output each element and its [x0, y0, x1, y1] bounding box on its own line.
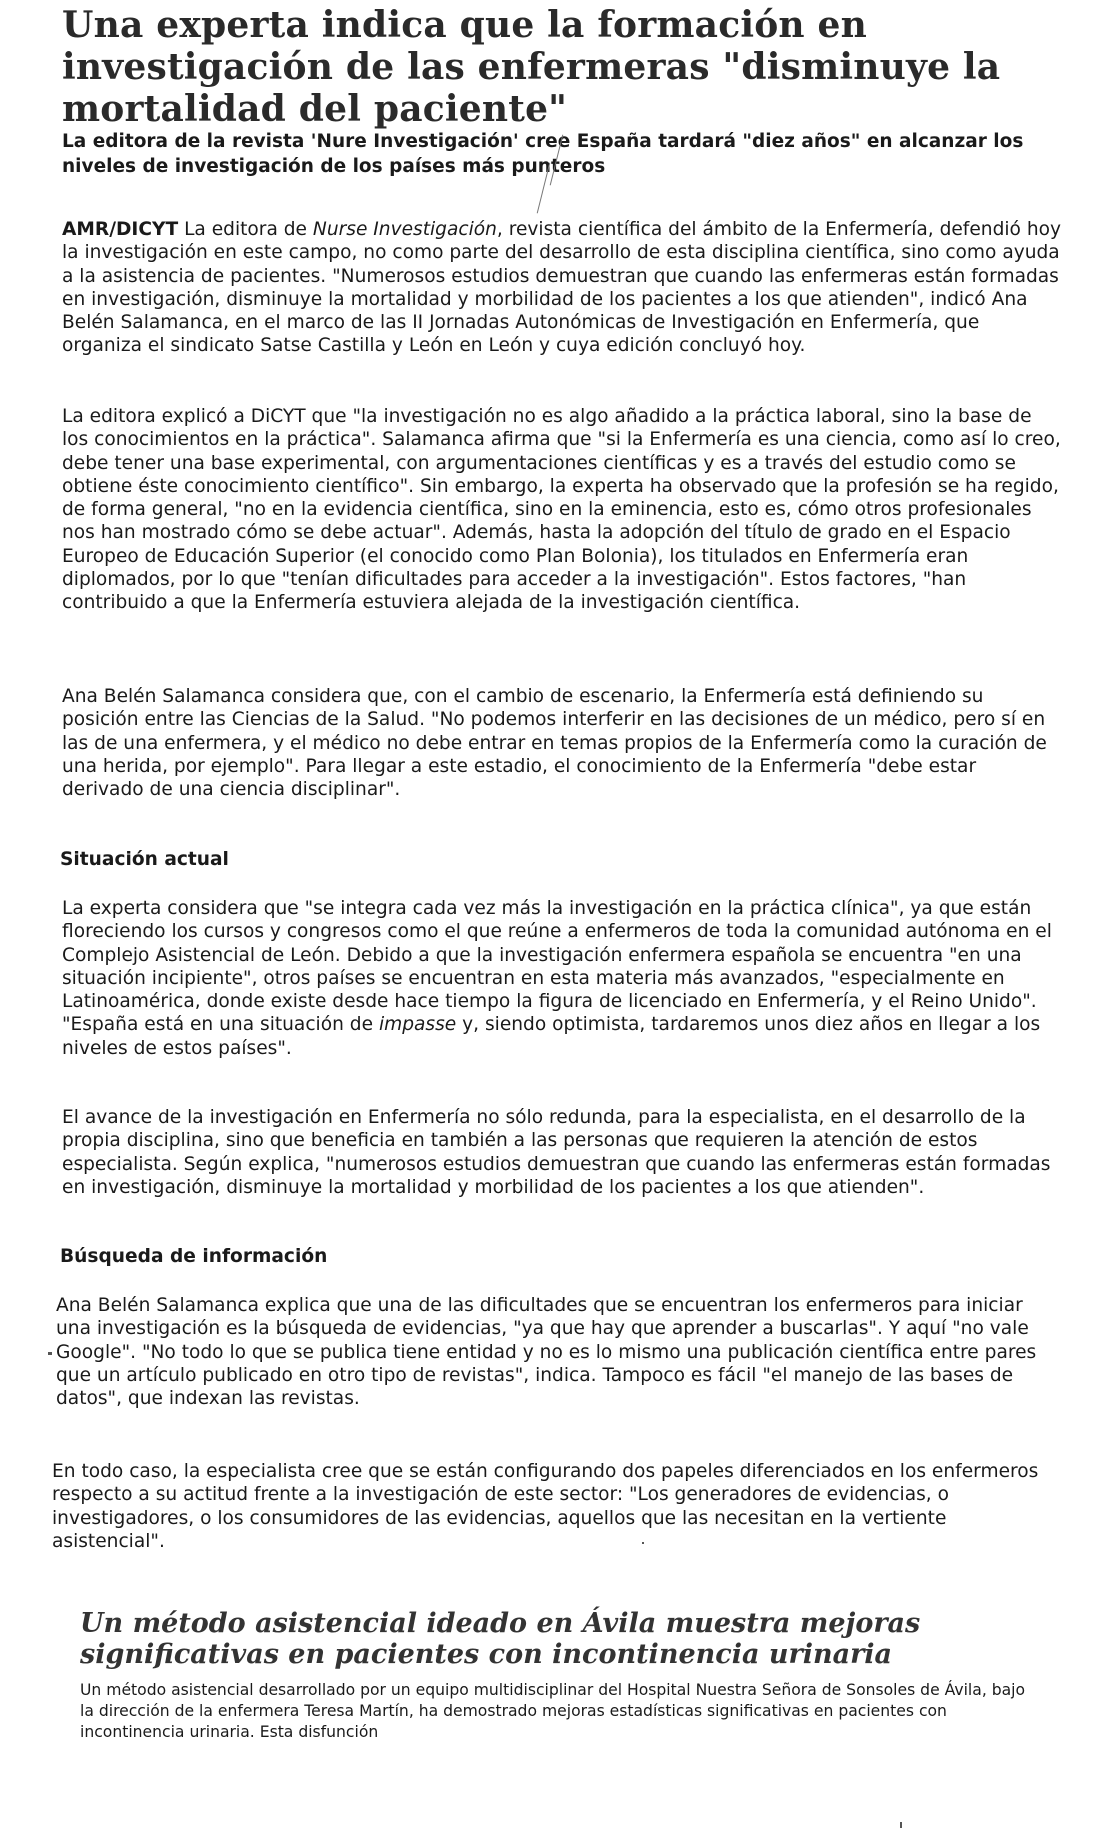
journal-name: Nurse Investigación [312, 219, 497, 240]
scan-mark-dot-2 [642, 1542, 644, 1544]
paragraph-4-text-b: y, siendo optimista, tardaremos unos diez años en llegar a los niveles de estos países". [62, 1014, 1041, 1059]
paragraph-6: Ana Belén Salamanca explica que una de las dificultades que se encuentran los enfermeros para iniciar una investigación es la búsqueda de evidencias, "ya que hay que aprender a buscarlas". Y aquí "no vale Google". "No todo lo que se publica tiene entidad y no es lo mismo una publicación científica entre pares que un artículo publicado en otro tipo de revistas", indica. Tampoco es fácil "el manejo de las bases de datos", que indexan las revistas. [56, 1295, 1037, 1410]
article-subtitle: La editora de la revista 'Nure Investigación' cree España tardará "diez años" en alcanzar los niveles de investigación de los países más punteros [62, 131, 1024, 177]
section-heading-busqueda: Búsqueda de información [60, 1246, 328, 1267]
article-title: Una experta indica que la formación en investigación de las enfermeras "disminuye la mortalidad del paciente" [62, 4, 1001, 130]
paragraph-5: El avance de la investigación en Enfermería no sólo redunda, para la especialista, en el desarrollo de la propia disciplina, sino que beneficia en también a las personas que requieren la atención de estos especialista. Según explica, "numerosos estudios demuestran que cuando las enfermeras están formadas en investigación, disminuye la mortalidad y morbilidad de los pacientes a los que atienden". [62, 1107, 1051, 1198]
paragraph-4-text-a: La experta considera que "se integra cada vez más la investigación en la práctica clínica", ya que están floreciendo los cursos y congresos como el que reúne a enfermeros de toda la comunidad autónoma en el Complejo Asistencial de León. Debido a que la investigación enfermera española se encuentra "en una situación incipiente", otros países se encuentran en esta materia más avanzados, "especialmente en Latinoamérica, donde existe desde hace tiempo la figura de licenciado en Enfermería, y el Reino Unido". "España está en una situación de [62, 898, 1052, 1036]
byline-agency: AMR/DICYT [62, 219, 179, 240]
paragraph-1 [62, 218, 1062, 358]
scan-mark-dot [48, 1352, 52, 1355]
paragraph-1-text-a: La editora de [178, 219, 313, 240]
section-heading-situacion: Situación actual [60, 849, 229, 870]
paragraph-1-text-b: , revista científica del ámbito de la Enfermería, defendió hoy la investigación en este campo, no como parte del desarrollo de esta disciplina científica, sino como ayuda a la asistencia de pacientes. "Numerosos estudios demuestran que cuando las enfermeras están formadas en investigación, disminuye la mortalidad y morbilidad de los pacientes a los que atienden", indicó Ana Belén Salamanca, en el marco de las II Jornadas Autonómicas de Investigación en Enfermería, que organiza el sindicato Satse Castilla y León en León y cuya edición concluyó hoy. [62, 219, 1062, 357]
paragraph-4 [62, 897, 1062, 1060]
paragraph-7: En todo caso, la especialista cree que se están configurando dos papeles diferenciados en los enfermeros respecto a su actitud frente a la investigación de este sector: "Los generadores de evidencias, o investigadores, o los consumidores de las evidencias, aquellos que las necesitan en la vertiente asistencial". [52, 1461, 1039, 1552]
scan-mark-dot-3 [900, 1822, 902, 1828]
related-article-summary: Un método asistencial desarrollado por un equipo multidisciplinar del Hospital Nuestra Señora de Sonsoles de Ávila, bajo la dirección de la enfermera Teresa Martín, ha demostrado mejoras estadísticas significativas en pacientes con incontinencia urinaria. Esta disfunción [80, 1681, 1026, 1741]
paragraph-4-italic: impasse [378, 1014, 457, 1036]
paragraph-2: La editora explicó a DiCYT que "la investigación no es algo añadido a la práctica laboral, sino la base de los conocimientos en la práctica". Salamanca afirma que "si la Enfermería es una ciencia, como así lo creo, debe tener una base experimental, con argumentaciones científicas y es a través del estudio como se obtiene éste conocimiento científico". Sin embargo, la experta ha observado que la profesión se ha regido, de forma general, "no en la evidencia científica, sino en la eminencia, esto es, cómo otros profesionales nos han mostrado cómo se debe actuar". Además, hasta la adopción del título de grado en el Espacio Europeo de Educación Superior (el conocido como Plan Bolonia), los titulados en Enfermería eran diplomados, por lo que "tenían dificultades para acceder a la investigación". Estos factores, "han contribuido a que la Enfermería estuviera alejada de la investigación científica. [62, 406, 1061, 614]
related-article-title: Un método asistencial ideado en Ávila muestra mejoras significativas en pacientes con incontinencia urinaria [80, 1608, 921, 1670]
paragraph-3: Ana Belén Salamanca considera que, con el cambio de escenario, la Enfermería está definiendo su posición entre las Ciencias de la Salud. "No podemos interferir en las decisiones de un médico, pero sí en las de una enfermera, y el médico no debe entrar en temas propios de la Enfermería como la curación de una herida, por ejemplo". Para llegar a este estadio, el conocimiento de la Enfermería "debe estar derivado de una ciencia disciplinar". [62, 686, 1047, 801]
